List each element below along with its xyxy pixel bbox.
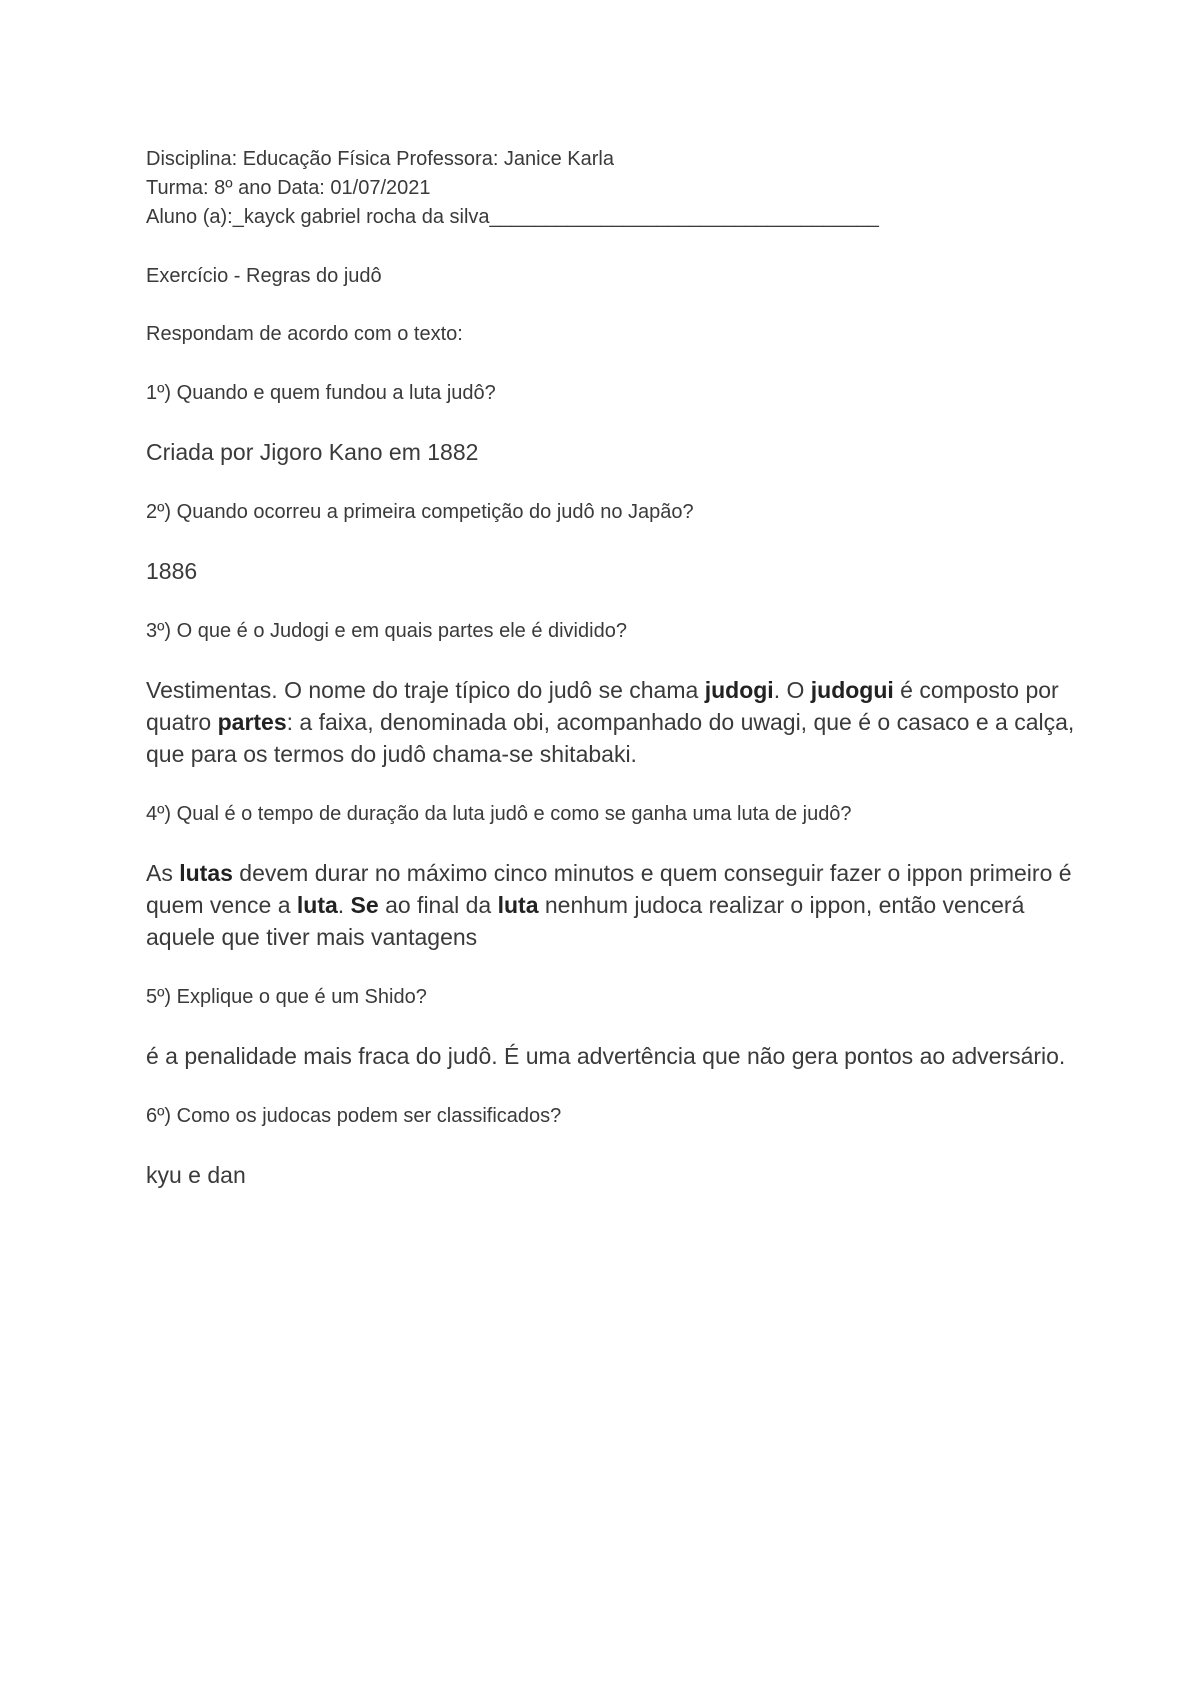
answer-4-text: devem durar no máximo cinco minutos e quem conseguir fazer o ippon primeiro é quem vence a	[146, 860, 1072, 918]
answer-4	[146, 857, 1076, 953]
header-class-date-line: Turma: 8º ano Data: 01/07/2021	[146, 177, 431, 199]
answer-3-text: Vestimentas. O nome do traje típico do judô se chama	[146, 677, 705, 703]
header-student-line: Aluno (a):_kayck gabriel rocha da silva___________________________________	[146, 206, 879, 228]
question-1: 1º) Quando e quem fundou a luta judô?	[146, 382, 496, 404]
exercise-title: Exercício - Regras do judô	[146, 265, 382, 287]
answer-3	[146, 674, 1076, 770]
answer-3-text: é composto por quatro	[146, 677, 1059, 735]
question-5: 5º) Explique o que é um Shido?	[146, 986, 427, 1008]
question-block-5	[146, 983, 1076, 1072]
answer-4-text: As	[146, 860, 180, 886]
question-6: 6º) Como os judocas podem ser classificados?	[146, 1105, 562, 1127]
header-discipline-line: Disciplina: Educação Física Professora: Janice Karla	[146, 148, 614, 170]
instruction-text: Respondam de acordo com o texto:	[146, 323, 463, 345]
answer-4-text: ao final da	[378, 892, 498, 918]
answer-4-text: nenhum judoca realizar o ippon, então vencerá aquele que tiver mais vantagens	[146, 892, 1025, 950]
answer-4-bold-term: luta	[296, 892, 338, 918]
document-page	[146, 145, 1076, 1191]
answer-4-bold-term: luta	[497, 892, 539, 918]
answer-5: é a penalidade mais fraca do judô. É uma advertência que não gera pontos ao adversário.	[146, 1043, 1066, 1069]
answer-3-bold-term: judogui	[810, 677, 894, 703]
question-block-1	[146, 379, 1076, 468]
question-block-3	[146, 617, 1076, 770]
document-header	[146, 145, 1076, 232]
answer-3-text: : a faixa, denominada obi, acompanhado do uwagi, que é o casaco e a calça, que para os termos do judô chama-se shitabaki.	[146, 709, 1075, 767]
answer-3-bold-term: judogi	[704, 677, 774, 703]
question-3: 3º) O que é o Judogi e em quais partes ele é dividido?	[146, 620, 627, 642]
answer-2: 1886	[146, 558, 198, 584]
answer-3-bold-term: partes	[217, 709, 287, 735]
answer-1: Criada por Jigoro Kano em 1882	[146, 439, 479, 465]
question-block-6	[146, 1102, 1076, 1191]
answer-4-text: .	[337, 892, 351, 918]
answer-4-bold-term: Se	[350, 892, 379, 918]
answer-6: kyu e dan	[146, 1162, 246, 1188]
answer-3-text: . O	[773, 677, 811, 703]
question-block-2	[146, 498, 1076, 587]
question-2: 2º) Quando ocorreu a primeira competição do judô no Japão?	[146, 501, 694, 523]
question-4: 4º) Qual é o tempo de duração da luta judô e como se ganha uma luta de judô?	[146, 803, 852, 825]
answer-4-bold-term: lutas	[179, 860, 233, 886]
question-block-4	[146, 800, 1076, 953]
